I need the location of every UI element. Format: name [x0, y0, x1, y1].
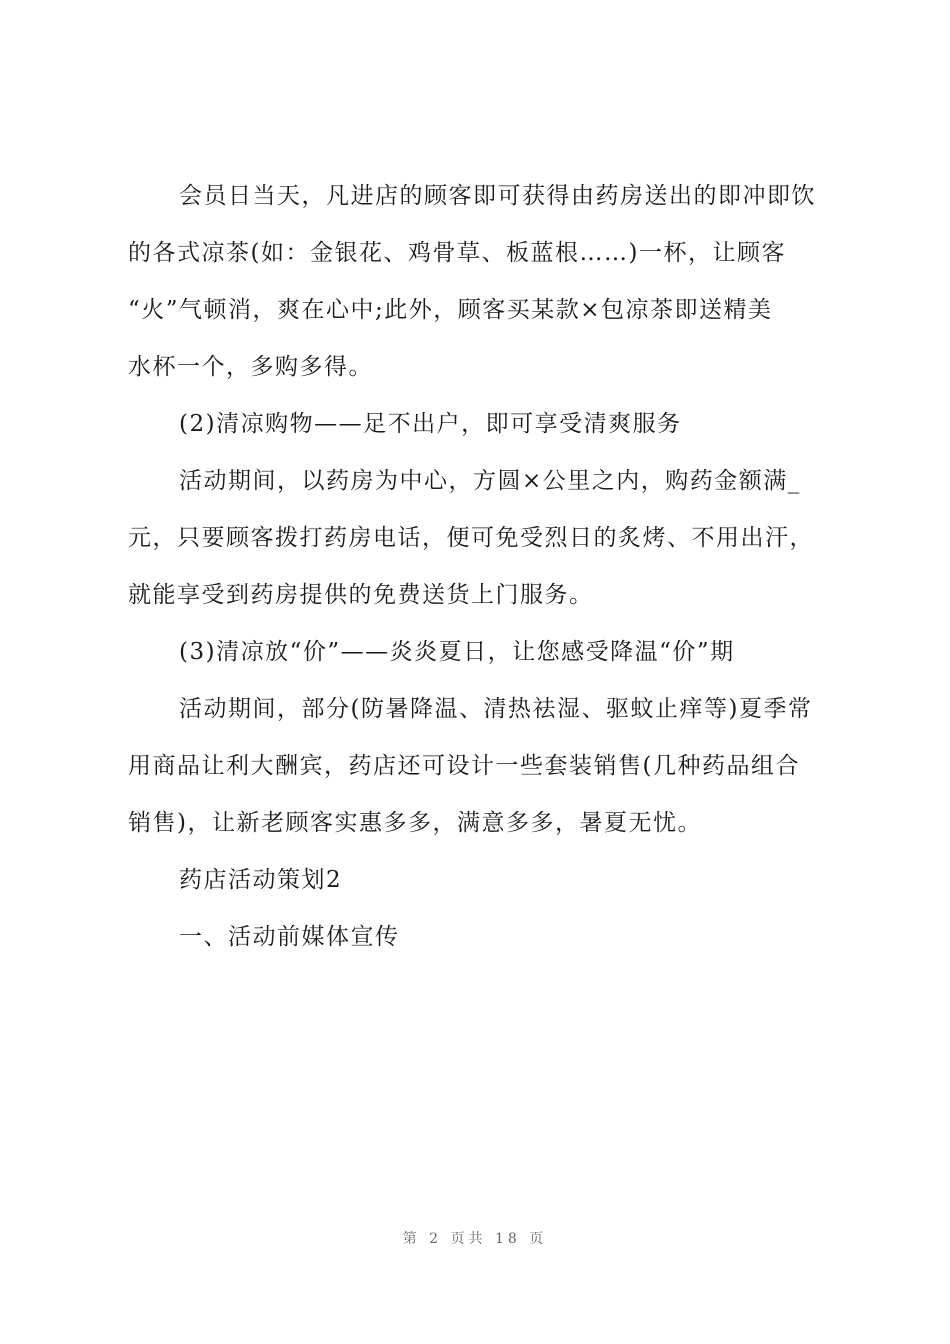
text-line: 用商品让利大酬宾，药店还可设计一些套装销售(几种药品组合: [128, 753, 800, 779]
document-body: [128, 168, 840, 966]
text-line: 就能享受到药房提供的免费送货上门服务。: [128, 582, 594, 608]
text-line: 活动期间，以药房为中心，方圆×公里之内，购药金额满_: [179, 468, 801, 494]
section-heading: 一、活动前媒体宣传: [179, 924, 400, 950]
document-title: 药店活动策划2: [179, 867, 343, 893]
text-line: “火”气顿消，爽在心中;此外，顾客买某款×包凉茶即送精美: [128, 297, 773, 323]
text-line: 的各式凉茶(如：金银花、鸡骨草、板蓝根……)一杯，让顾客: [128, 240, 786, 266]
text-line: 元，只要顾客拨打药房电话，便可免受烈日的炙烤、不用出汗，: [128, 525, 814, 551]
text-line: 水杯一个，多购多得。: [128, 354, 373, 380]
section-heading: (2)清凉购物——足不出户，即可享受清爽服务: [179, 411, 682, 437]
page-number-footer: 第 2 页共 18 页: [402, 1231, 548, 1247]
text-line: 活动期间，部分(防暑降温、清热祛湿、驱蚊止痒等)夏季常: [179, 696, 813, 722]
text-line: 销售)，让新老顾客实惠多多，满意多多，暑夏无忧。: [128, 810, 702, 836]
section-heading: (3)清凉放“价”——炎炎夏日，让您感受降温“价”期: [179, 639, 735, 665]
text-line: 会员日当天，凡进店的顾客即可获得由药房送出的即冲即饮: [179, 183, 816, 209]
